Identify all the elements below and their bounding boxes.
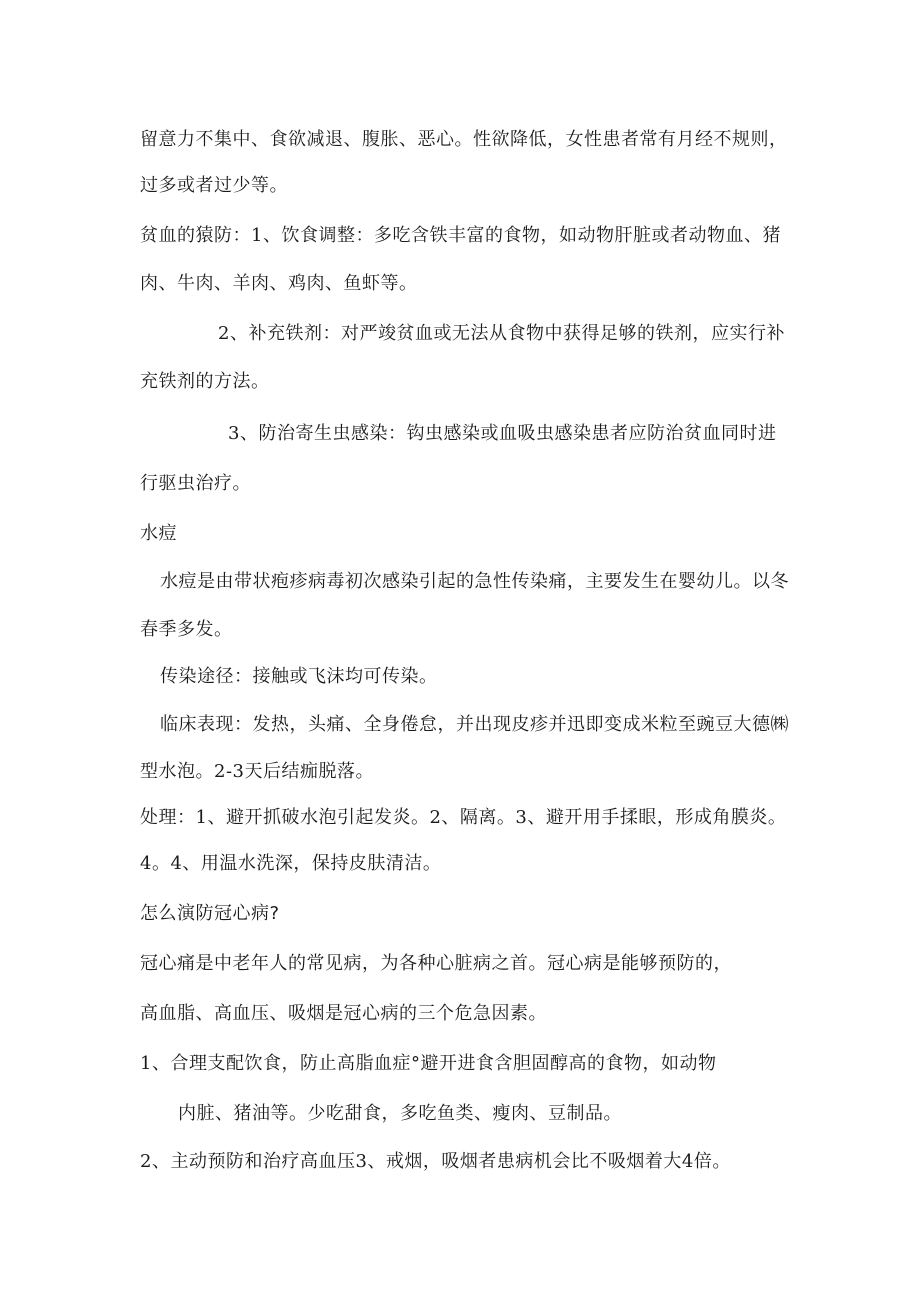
text-line-1: 留意力不集中、食欲减退、腹胀、恶心。性欲降低，女性患者常有月经不规则， xyxy=(140,129,788,150)
text-line-19: 高血脂、高血压、吸烟是冠心病的三个危急因素。 xyxy=(140,1003,547,1024)
text-line-7: 3、防治寄生虫感染：钩虫感染或血吸虫感染患者应防治贫血同时进 xyxy=(228,423,777,444)
text-line-22: 2、主动预防和治疗高血压3、戒烟，吸烟者患病机会比不吸烟着大4倍。 xyxy=(140,1151,731,1172)
text-line-21: 内脏、猪油等。少吃甜食，多吃鱼类、瘦肉、豆制品。 xyxy=(178,1103,622,1124)
text-line-12: 传染途径：接触或飞沫均可传染。 xyxy=(160,666,438,687)
text-line-10: 水痘是由带状疱疹病毒初次感染引起的急性传染痛，主要发生在婴幼儿。以冬 xyxy=(160,571,789,592)
text-line-11: 春季多发。 xyxy=(140,619,233,640)
text-line-5: 2、补充铁剂：对严竣贫血或无法从食物中获得足够的铁剂，应实行补 xyxy=(218,323,785,344)
text-line-18: 冠心痛是中老年人的常见病，为各种心脏病之首。冠心病是能够预防的， xyxy=(140,953,732,974)
text-line-15: 处理：1、避开抓破水泡引起发炎。2、隔离。3、避开用手揉眼，形成角膜炎。 xyxy=(140,807,787,828)
text-line-8: 行驱虫治疗。 xyxy=(140,473,251,494)
section-heading-heart-disease: 怎么演防冠心病? xyxy=(140,903,280,924)
text-line-14: 型水泡。2-3天后结痂脱落。 xyxy=(140,761,374,782)
text-line-3: 贫血的猿防：1、饮食调整：多吃含铁丰富的食物，如动物肝脏或者动物血、猪 xyxy=(140,225,781,246)
text-line-13: 临床表现：发热，头痛、全身倦怠，并出现皮疹并迅即变成米粒至豌豆大德㈱ xyxy=(160,714,789,735)
text-line-16: 4。4、用温水洗深，保持皮肤清洁。 xyxy=(140,853,442,874)
section-heading-chickenpox: 水痘 xyxy=(140,523,177,544)
text-line-20: 1、合理支配饮食，防止高脂血症°避开进食含胆固醇高的食物，如动物 xyxy=(140,1053,717,1074)
text-line-2: 过多或者过少等。 xyxy=(140,175,288,196)
text-line-4: 肉、牛肉、羊肉、鸡肉、鱼虾等。 xyxy=(140,273,418,294)
text-line-6: 充铁剂的方法。 xyxy=(140,371,270,392)
